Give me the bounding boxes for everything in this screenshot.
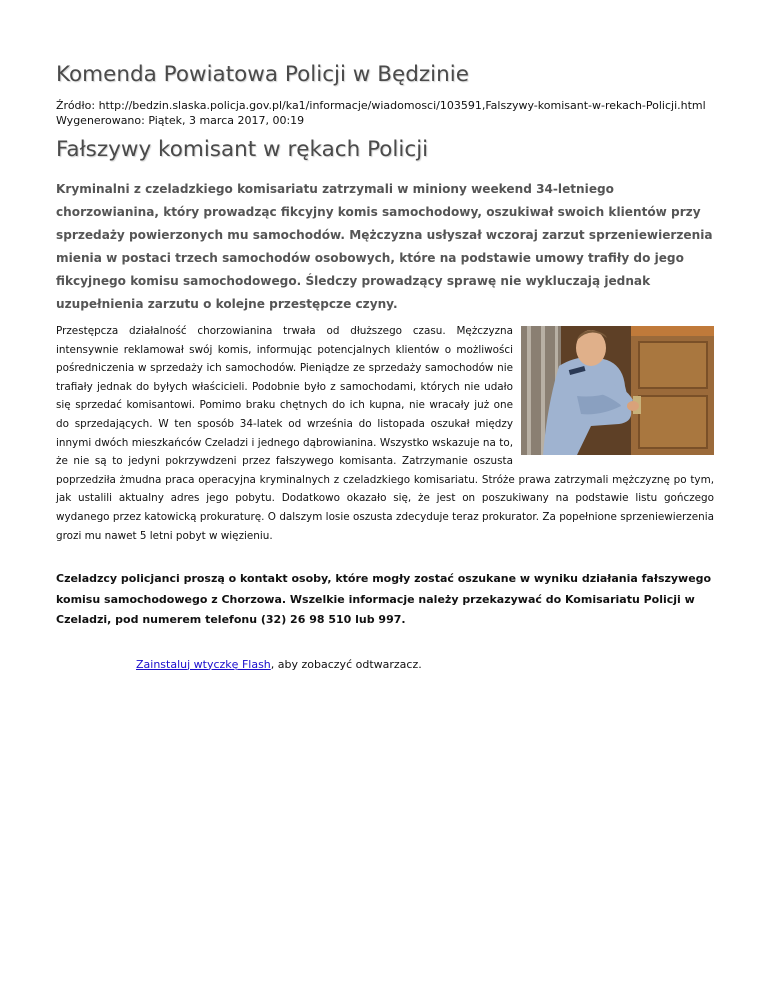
article-body	[56, 322, 714, 545]
article-body-text: Przestępcza działalność chorzowianina trwała od dłuższego czasu. Mężczyzna intensywnie reklamował swój komis, informując potencjalnych klientów o możliwości pośredniczenia w sprzedaży ich samochodów. Pieniądze ze sprzedaży samochodów nie trafiały jednak do byłych właścicieli. Podobnie było z samochodami, których nie udało się sprzedać komisantowi. Pomimo braku chętnych do ich kupna, nie wracały już one do sprzedających. W ten sposób 34-latek od września do listopada oszukał między innymi dwóch mieszkańców Czeladzi i jednego dąbrowianina. Wszystko wskazuje na to, że nie są to jedyni pokrzywdzeni przez fałszywego komisanta. Zatrzymanie oszusta poprzedziła żmudna praca operacyjna kryminalnych z czeladzkiego komisariatu. Stróże prawa zatrzymali mężczyznę po tym, jak ustalili aktualny adres jego pobytu. Dodatkowo okazało się, że jest on poszukiwany na podstawie listu gończego wydanego przez katowicką prokuraturę. O dalszym losie oszusta zdecyduje teraz prokurator. Za popełnione sprzeniewierzenia grozi mu nawet 5 letni pobyt w więzieniu.	[56, 325, 714, 542]
flash-notice	[136, 657, 714, 673]
install-flash-link[interactable]: Zainstaluj wtyczkę Flash	[136, 657, 271, 671]
flash-notice-suffix: , aby zobaczyć odtwarzacz.	[270, 657, 422, 671]
site-title: Komenda Powiatowa Policji w Będzinie	[56, 62, 469, 87]
document-meta	[56, 98, 714, 128]
article-photo	[521, 326, 714, 455]
article-lead: Kryminalni z czeladzkiego komisariatu zatrzymali w miniony weekend 34-letniego chorzowianina, który prowadząc fikcyjny komis samochodowy, oszukiwał swoich klientów przy sprzedaży powierzonych mu samochodów. Mężczyzna usłyszał wczoraj zarzut sprzeniewierzenia mienia w postaci trzech samochodów osobowych, które na podstawie umowy trafiły do jego fikcyjnego komisu samochodowego. Śledczy prowadzący sprawę nie wykluczają jednak uzupełnienia zarzutu o kolejne przestępcze czyny.	[56, 182, 713, 311]
source-line: Źródło: http://bedzin.slaska.policja.gov.pl/ka1/informacje/wiadomosci/103591,Falszywy-komisant-w-rekach-Policji.html	[56, 99, 706, 112]
contact-notice: Czeladzcy policjanci proszą o kontakt osoby, które mogły zostać oszukane w wyniku działania fałszywego komisu samochodowego z Chorzowa. Wszelkie informacje należy przekazywać do Komisariatu Policji w Czeladzi, pod numerem telefonu (32) 26 98 510 lub 997.	[56, 572, 712, 627]
generated-line: Wygenerowano: Piątek, 3 marca 2017, 00:19	[56, 114, 305, 127]
document-page	[56, 60, 714, 673]
article-title: Fałszywy komisant w rękach Policji	[56, 137, 429, 162]
